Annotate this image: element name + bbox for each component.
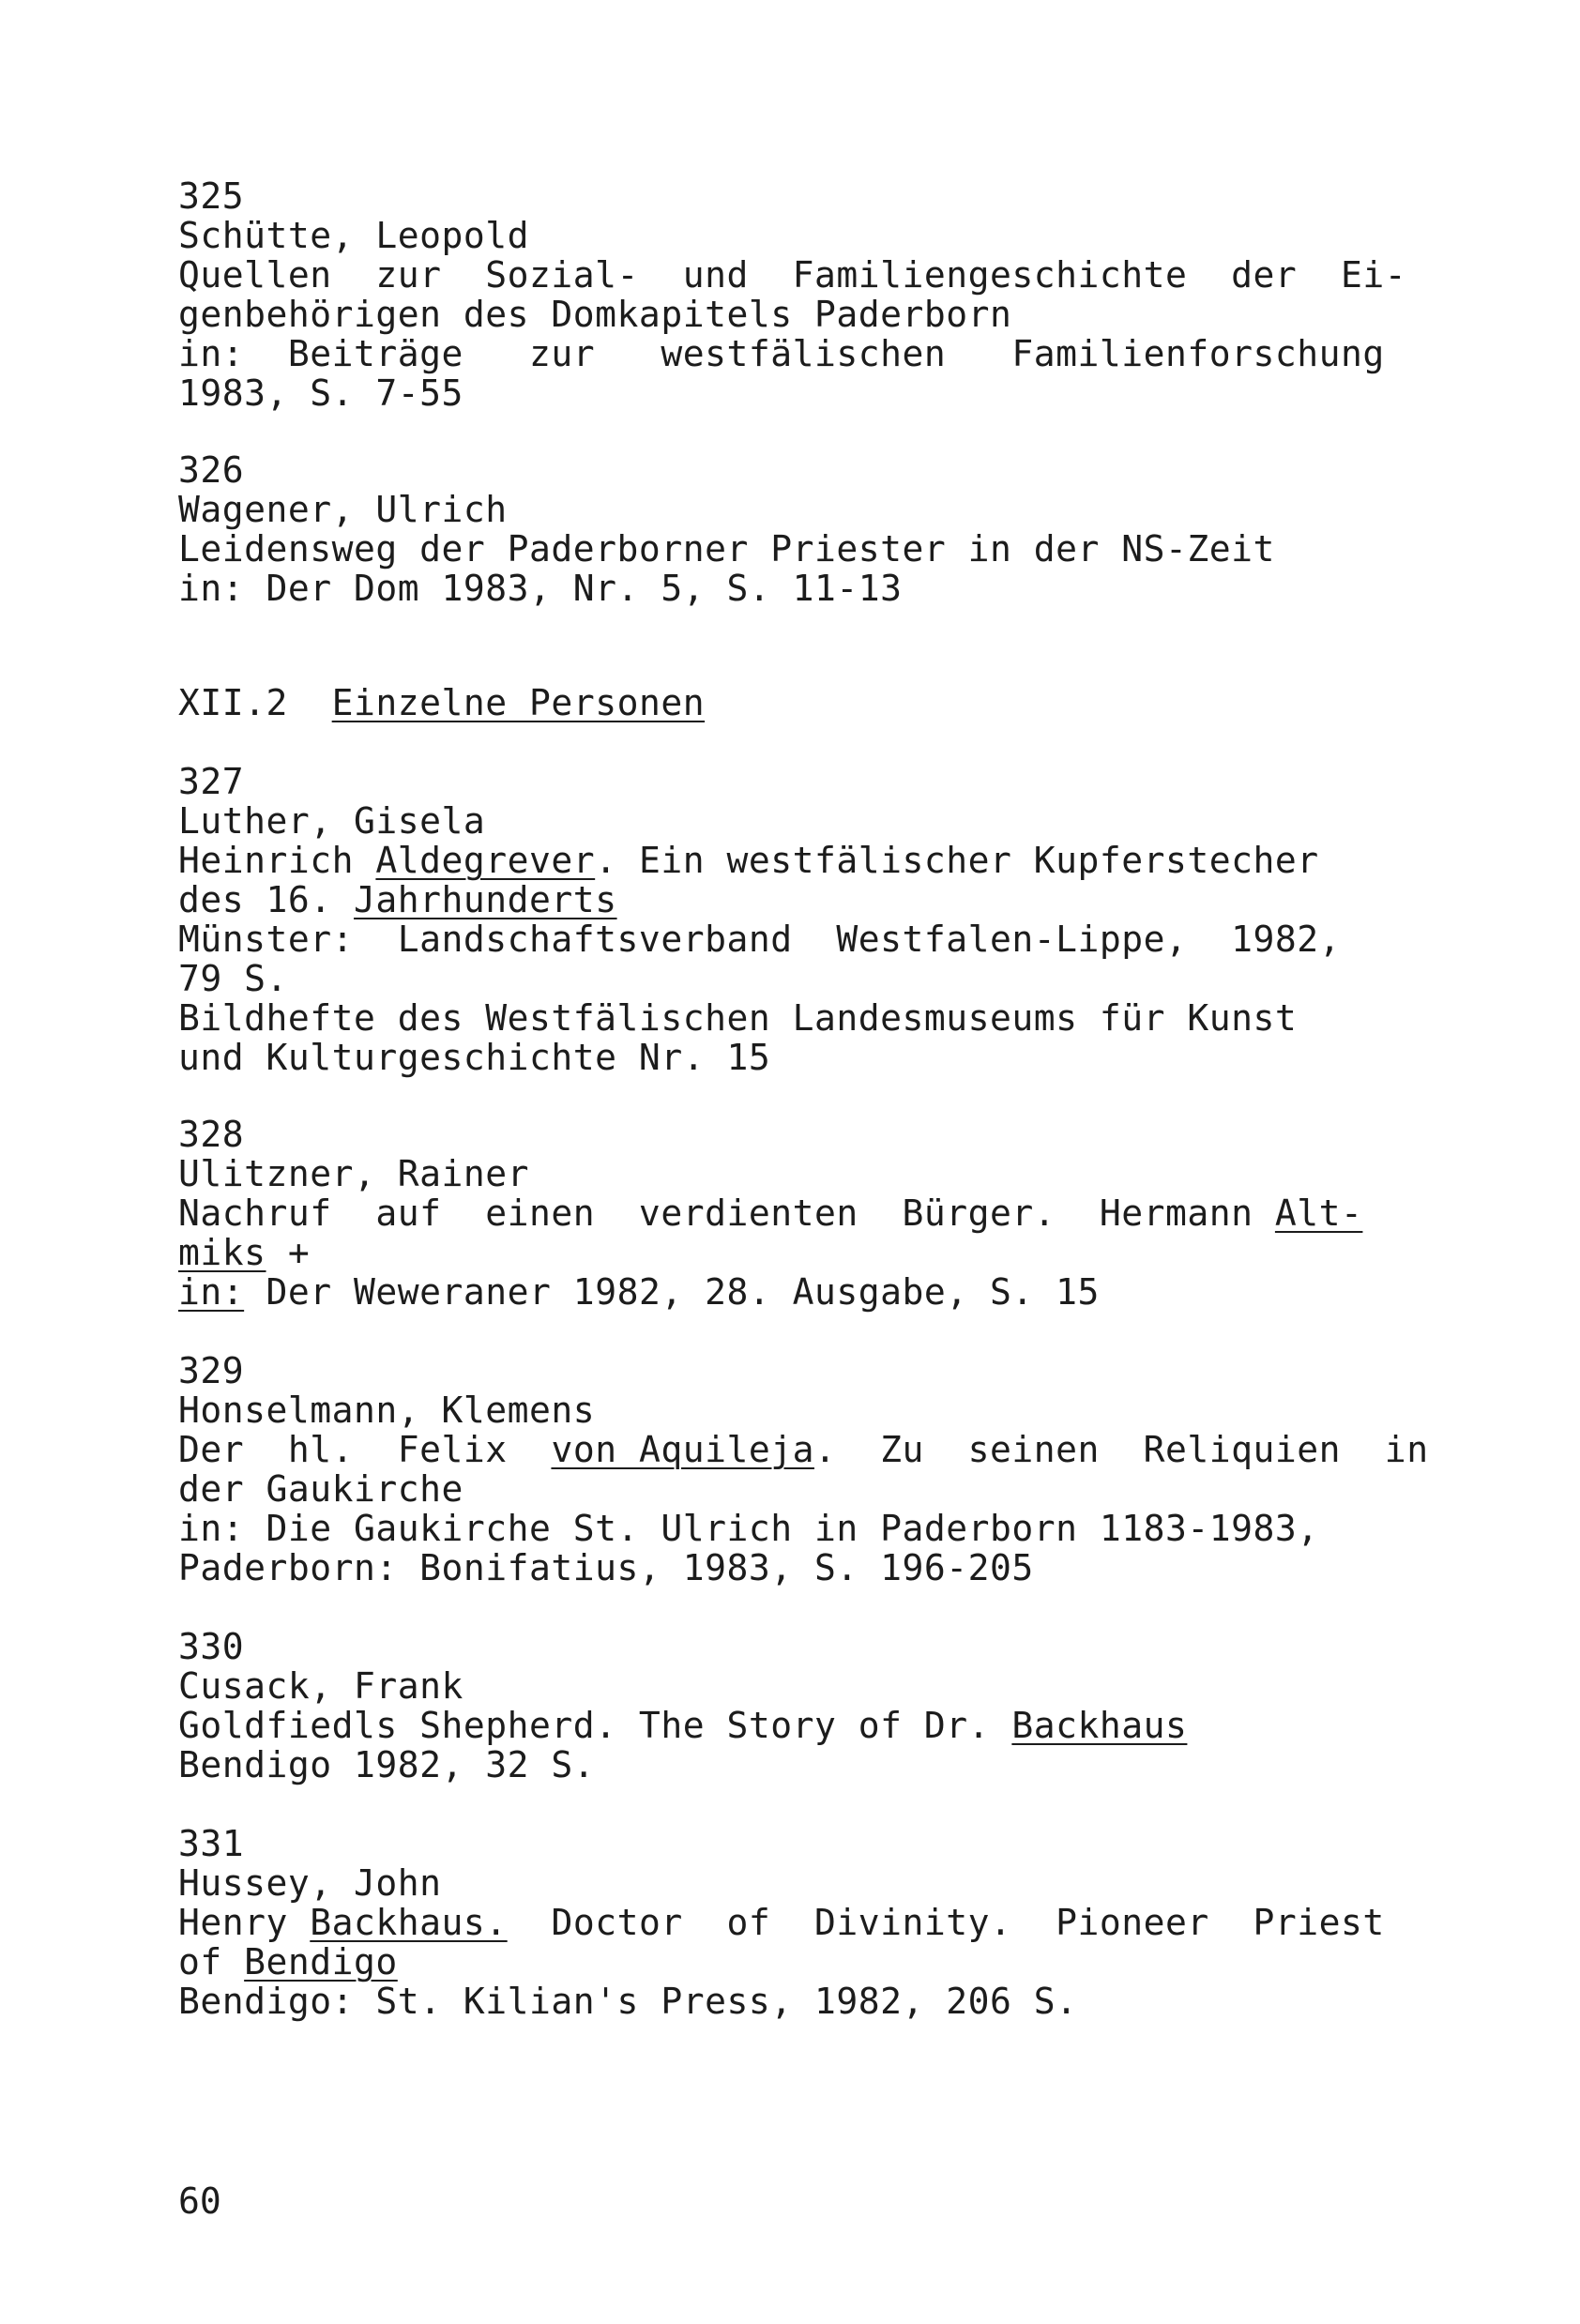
- entry-325-author: Schütte, Leopold: [178, 215, 530, 256]
- entry-329-source-line-2: Paderborn: Bonifatius, 1983, S. 196-205: [178, 1547, 1034, 1588]
- entry-328-number: 328: [178, 1114, 245, 1155]
- entry-329-title-line-2: der Gaukirche: [178, 1468, 463, 1510]
- entry-329-source-line-1: in: Die Gaukirche St. Ulrich in Paderborn 1183-1983,: [178, 1508, 1319, 1549]
- entry-331-title-line-1: Henry Backhaus. Doctor of Divinity. Pioneer Priest: [178, 1902, 1385, 1943]
- entry-327-title-line-2: des 16. Jahrhunderts: [178, 879, 617, 920]
- entry-325-number: 325: [178, 175, 245, 217]
- section-title: Einzelne Personen: [331, 682, 706, 723]
- entry-331-title-line-2: of Bendigo: [178, 1941, 398, 1982]
- entry-325-title-line-1: Quellen zur Sozial- und Familiengeschichte der Ei-: [178, 254, 1407, 296]
- entry-327-series-line-1: Bildhefte des Westfälischen Landesmuseums für Kunst: [178, 997, 1298, 1039]
- entry-326-title: Leidensweg der Paderborner Priester in der NS-Zeit: [178, 528, 1275, 570]
- section-number: XII.2: [178, 682, 288, 723]
- entry-326-number: 326: [178, 449, 245, 491]
- entry-326-author: Wagener, Ulrich: [178, 489, 508, 530]
- entry-326-source: in: Der Dom 1983, Nr. 5, S. 11-13: [178, 568, 903, 609]
- entry-330-source: Bendigo 1982, 32 S.: [178, 1744, 596, 1785]
- entry-329-author: Honselmann, Klemens: [178, 1390, 596, 1431]
- entry-327-publisher-line-2: 79 S.: [178, 958, 288, 999]
- entry-325-source-line-2: 1983, S. 7-55: [178, 372, 463, 414]
- entry-325-source-line-1: in: Beiträge zur westfälischen Familienforschung: [178, 333, 1385, 374]
- entry-328-title-line-1: Nachruf auf einen verdienten Bürger. Hermann Alt-: [178, 1192, 1363, 1234]
- section-heading: [178, 683, 705, 722]
- entry-327-series-line-2: und Kulturgeschichte Nr. 15: [178, 1037, 771, 1078]
- entry-328-author: Ulitzner, Rainer: [178, 1153, 530, 1194]
- entry-330-author: Cusack, Frank: [178, 1665, 463, 1707]
- entry-327-number: 327: [178, 761, 245, 802]
- entry-325-title-line-2: genbehörigen des Domkapitels Paderborn: [178, 294, 1012, 335]
- entry-327-title-line-1: Heinrich Aldegrever. Ein westfälischer Kupferstecher: [178, 840, 1319, 881]
- entry-331-number: 331: [178, 1823, 245, 1864]
- page-number: 60: [178, 2180, 221, 2222]
- entry-328-source: in: Der Weweraner 1982, 28. Ausgabe, S. 15: [178, 1271, 1100, 1313]
- entry-330-number: 330: [178, 1626, 245, 1667]
- entry-329-title-line-1: Der hl. Felix von Aquileja. Zu seinen Reliquien in: [178, 1429, 1429, 1470]
- entry-331-publisher: Bendigo: St. Kilian's Press, 1982, 206 S.: [178, 1981, 1078, 2022]
- entry-327-author: Luther, Gisela: [178, 800, 486, 842]
- entry-327-publisher-line-1: Münster: Landschaftsverband Westfalen-Lippe, 1982,: [178, 919, 1342, 960]
- entry-331-author: Hussey, John: [178, 1862, 442, 1904]
- entry-329-number: 329: [178, 1350, 245, 1391]
- entry-330-title: Goldfiedls Shepherd. The Story of Dr. Backhaus: [178, 1705, 1188, 1746]
- entry-328-title-line-2: miks +: [178, 1232, 311, 1273]
